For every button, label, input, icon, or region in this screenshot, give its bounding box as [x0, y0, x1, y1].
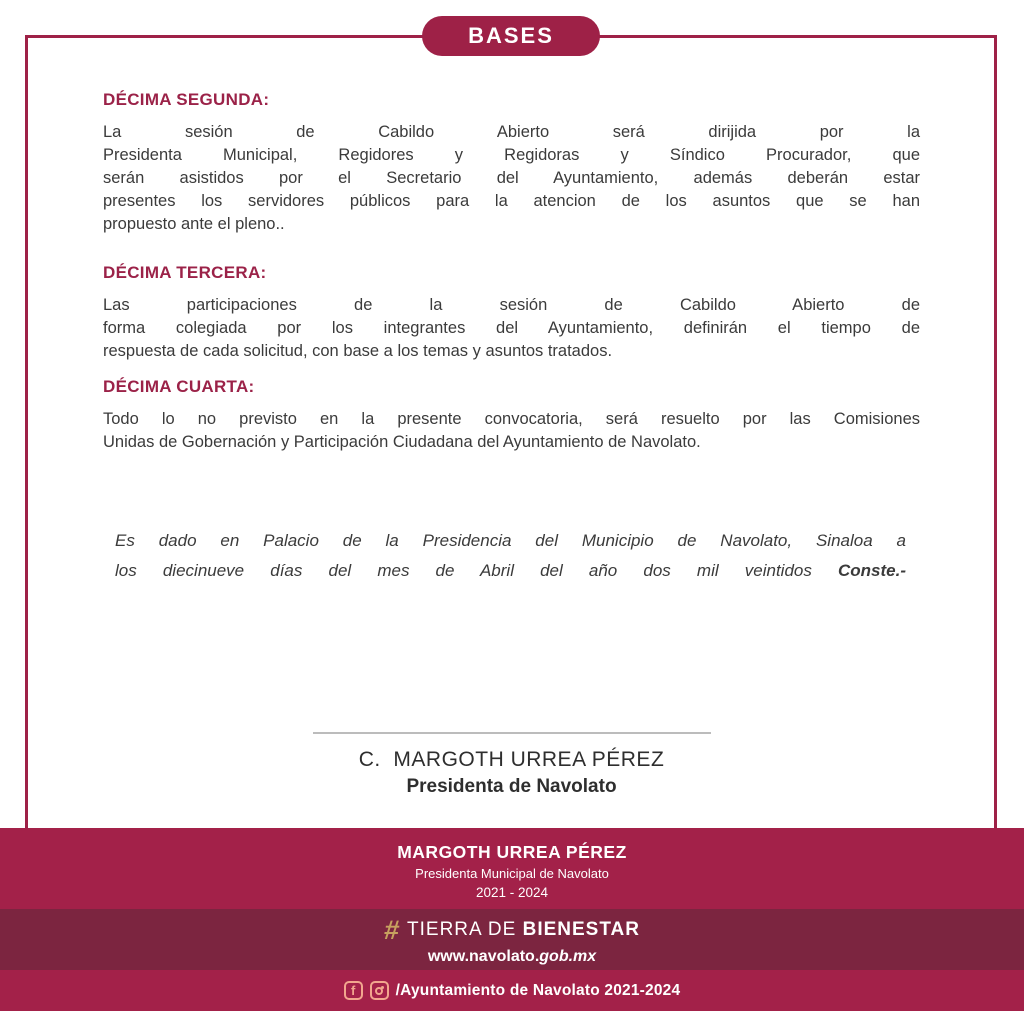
- document-border-frame: [25, 23, 997, 828]
- paragraph-line: presentes los servidores públicos para la atencion de los asuntos que se han: [103, 192, 920, 210]
- hashtag-icon: #: [382, 915, 401, 945]
- signature-name: C. MARGOTH URREA PÉREZ: [358, 748, 665, 771]
- section-heading-decima-segunda: DÉCIMA SEGUNDA:: [103, 90, 270, 109]
- slogan-text-bold: BIENESTAR: [522, 919, 640, 940]
- signature-line: [313, 732, 711, 734]
- document-body: [28, 38, 994, 799]
- facebook-icon: [344, 981, 363, 1000]
- paragraph-line: La sesión de Cabildo Abierto será dirijida por la: [103, 123, 920, 141]
- instagram-icon: [370, 981, 389, 1000]
- closing-paragraph: [103, 526, 920, 586]
- slogan-text-regular: TIERRA DE: [407, 919, 523, 940]
- footer-slogan-band: [0, 909, 1024, 970]
- closing-line-1-text: Es dado en Palacio de la Presidencia del Municipio de Navolato, Sinaloa a: [115, 531, 906, 550]
- footer-official-name: MARGOTH URREA PÉREZ: [397, 842, 627, 862]
- paragraph-line: Presidenta Municipal, Regidores y Regidoras y Síndico Procurador, que: [103, 146, 920, 164]
- slogan-row: [0, 916, 1024, 944]
- section-paragraph-decima-tercera: [103, 294, 920, 363]
- footer-official-band: [0, 828, 1024, 909]
- footer-official-period: 2021 - 2024: [475, 885, 549, 900]
- paragraph-line: propuesto ante el pleno..: [103, 215, 285, 233]
- section-paragraph-decima-segunda: [103, 121, 920, 236]
- signature-title: Presidenta de Navolato: [406, 776, 617, 797]
- paragraph-line: Las participaciones de la sesión de Cabildo Abierto de: [103, 296, 920, 314]
- section-paragraph-decima-cuarta: [103, 408, 920, 454]
- bases-badge-label: BASES: [468, 23, 554, 48]
- signature-block: [103, 732, 920, 799]
- section-heading-decima-tercera: DÉCIMA TERCERA:: [103, 263, 267, 282]
- closing-line-2: [115, 556, 906, 586]
- instagram-flash-dot: [381, 986, 384, 989]
- paragraph-line: Unidas de Gobernación y Participación Ciudadana del Ayuntamiento de Navolato.: [103, 433, 701, 451]
- closing-line-2-text: los diecinueve días del mes de Abril del año dos mil veintidos: [115, 561, 812, 580]
- paragraph-line: forma colegiada por los integrantes del Ayuntamiento, definirán el tiempo de: [103, 319, 920, 337]
- website-url-bold: gob.mx: [539, 948, 597, 965]
- paragraph-line: serán asistidos por el Secretario del Ayuntamiento, además deberán estar: [103, 169, 920, 187]
- footer-official-title: Presidenta Municipal de Navolato: [415, 866, 609, 881]
- closing-conste: Conste.-: [837, 561, 906, 580]
- social-handle: /Ayuntamiento de Navolato 2021-2024: [395, 981, 681, 999]
- closing-line-1: [115, 526, 906, 556]
- paragraph-line: respuesta de cada solicitud, con base a los temas y asuntos tratados.: [103, 342, 613, 360]
- website-url: [0, 947, 1024, 967]
- website-url-regular: www.navolato.: [427, 948, 540, 965]
- footer-social-band: [0, 970, 1024, 1011]
- bases-badge: [422, 16, 600, 56]
- section-heading-decima-cuarta: DÉCIMA CUARTA:: [103, 377, 255, 396]
- facebook-glyph: f: [350, 983, 356, 998]
- paragraph-line: Todo lo no previsto en la presente convocatoria, será resuelto por las Comisiones: [103, 410, 920, 428]
- slogan-text: [407, 919, 640, 941]
